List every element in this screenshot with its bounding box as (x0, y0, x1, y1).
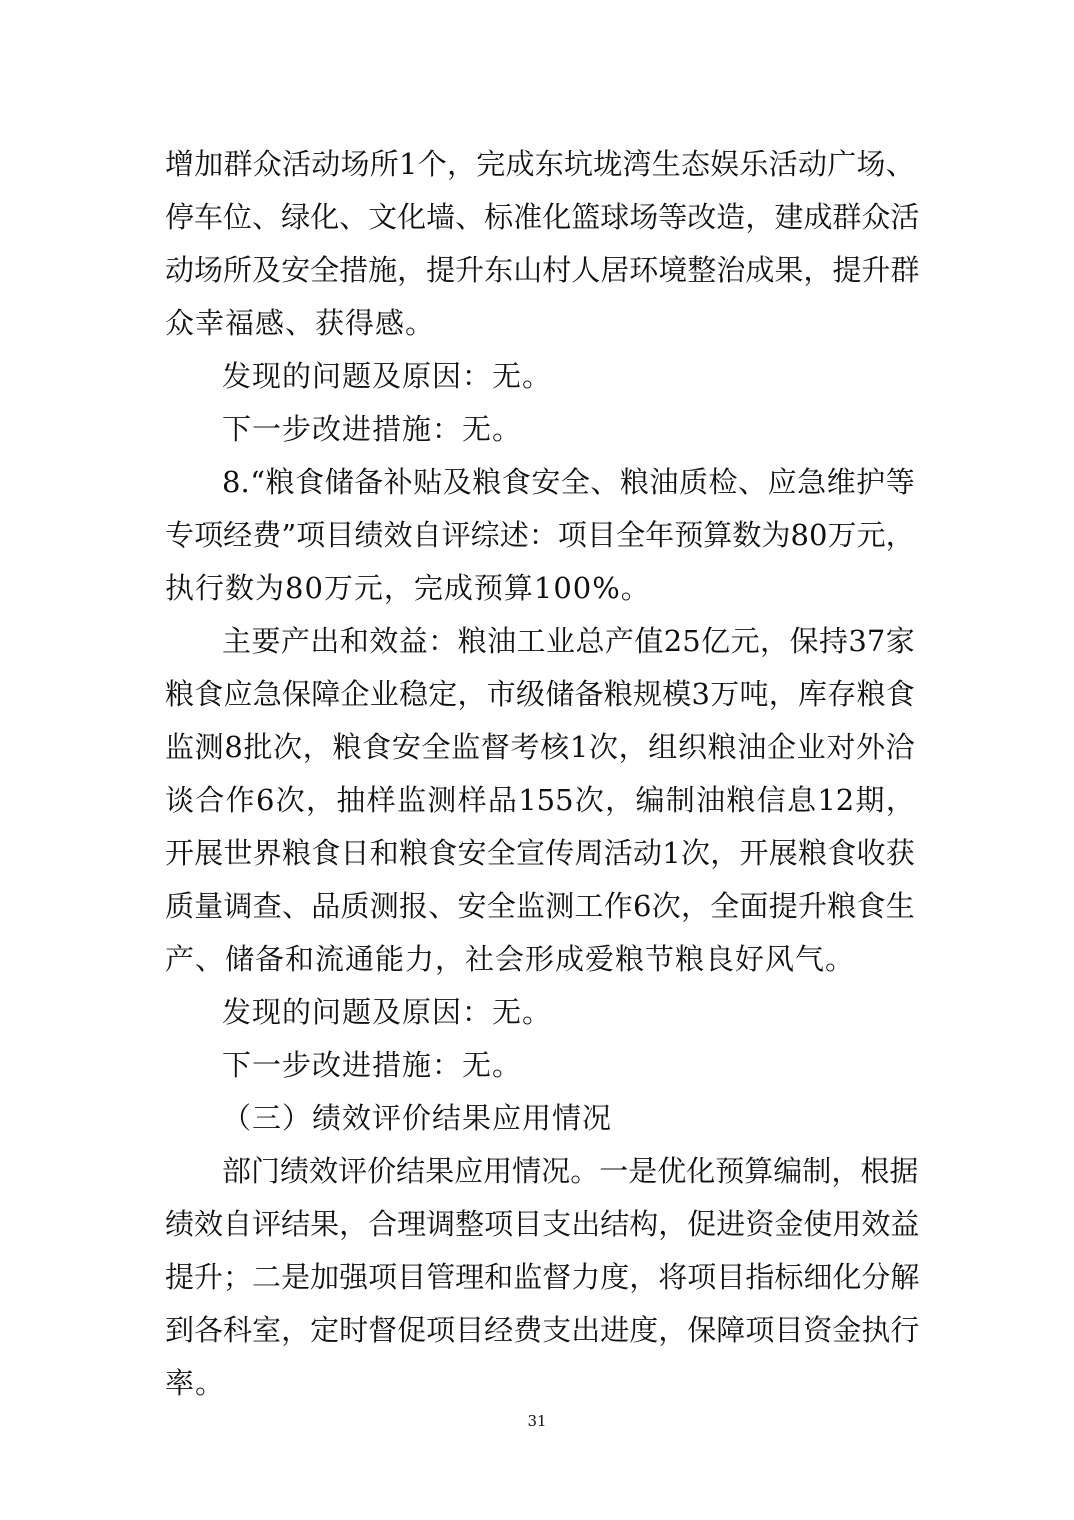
section-heading: （三）绩效评价结果应用情况 (222, 1101, 613, 1135)
text-line: 执行数为80万元，完成预算100%。 (165, 571, 651, 605)
text-line: 粮 食 应 急 保 障 企 业 稳 定 ， 市 级 储 备 粮 规 模 3 万 吨 ， 库 存 粮 食 (165, 677, 915, 711)
text-line: 专 项 经 费 ” 项 目 绩 效 自 评 综 述 ： 项 目 全 年 预 算 数 为 80 万 元 ， (165, 518, 915, 552)
problems-causes-line: 发现的问题及原因：无。 (222, 995, 553, 1029)
text-line: 动 场 所 及 安 全 措 施 ， 提 升 东 山 村 人 居 环 境 整 治 成 果 ， 提 升 群 (165, 253, 920, 287)
next-steps-line: 下一步改进措施：无。 (222, 1048, 523, 1082)
text-line: 质 量 调 查 、 品 质 测 报 、 安 全 监 测 工 作 6 次 ， 全 面 提 升 粮 食 生 (165, 889, 915, 923)
output-benefits-line: 主 要 产 出 和 效 益 ： 粮 油 工 业 总 产 值 25 亿 元 ， 保 持 37 家 (222, 624, 915, 658)
text-line: 绩 效 自 评 结 果 ， 合 理 调 整 项 目 支 出 结 构 ， 促 进 资 金 使 用 效 益 (165, 1207, 920, 1241)
text-line: 增 加 群 众 活 动 场 所 1 个 ， 完 成 东 坑 垅 湾 生 态 娱 乐 活 动 广 场 、 (165, 147, 915, 181)
text-line: 监 测 8 批 次 ， 粮 食 安 全 监 督 考 核 1 次 ， 组 织 粮 油 企 业 对 外 洽 (165, 730, 915, 764)
item-8-heading-line: 8. “ 粮 食 储 备 补 贴 及 粮 食 安 全 、 粮 油 质 检 、 应 急 维 护 等 (222, 465, 915, 499)
text-line: 停 车 位 、 绿 化 、 文 化 墙 、 标 准 化 篮 球 场 等 改 造 ， 建 成 群 众 活 (165, 200, 920, 234)
text-line: 众幸福感、获得感。 (165, 306, 436, 340)
next-steps-line: 下一步改进措施：无。 (222, 412, 523, 446)
text-line: 提 升 ； 二 是 加 强 项 目 管 理 和 监 督 力 度 ， 将 项 目 指 标 细 化 分 解 (165, 1260, 920, 1294)
text-line: 产、储备和流通能力，社会形成爱粮节粮良好风气。 (165, 942, 856, 976)
text-line: 谈 合 作 6 次 ， 抽 样 监 测 样 品 155 次 ， 编 制 油 粮 信 息 12 期 ， (165, 783, 915, 817)
body-text (165, 138, 920, 1410)
text-line: 开 展 世 界 粮 食 日 和 粮 食 安 全 宣 传 周 活 动 1 次 ， 开 展 粮 食 收 获 (165, 836, 915, 870)
page-number: 31 (527, 1412, 547, 1430)
text-line: 到 各 科 室 ， 定 时 督 促 项 目 经 费 支 出 进 度 ， 保 障 项 目 资 金 执 行 (165, 1313, 920, 1347)
results-application-line: 部 门 绩 效 评 价 结 果 应 用 情 况 。 一 是 优 化 预 算 编 制 ， 根 据 (222, 1154, 919, 1188)
text-line: 率。 (165, 1366, 226, 1400)
problems-causes-line: 发现的问题及原因：无。 (222, 359, 553, 393)
